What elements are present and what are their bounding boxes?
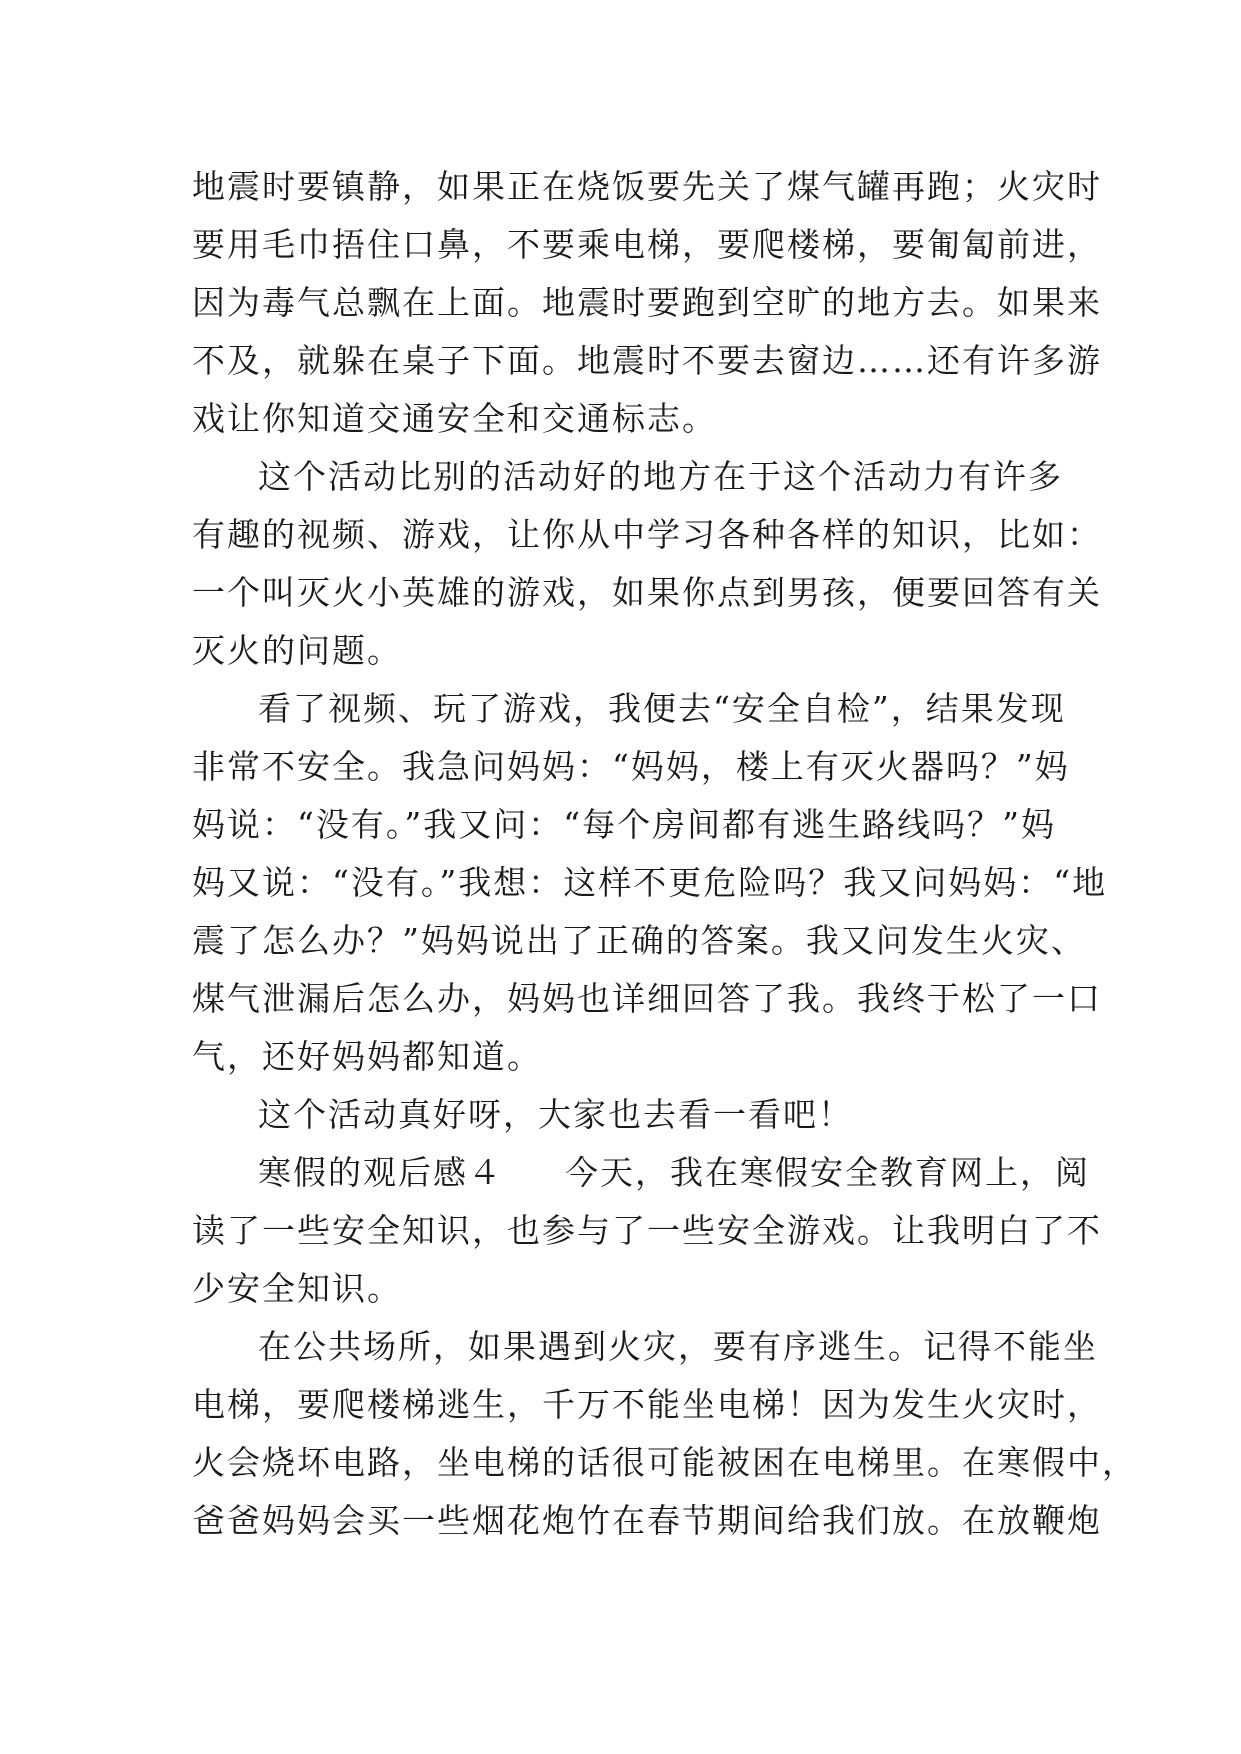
text-line: 火会烧坏电路，坐电梯的话很可能被困在电梯里。在寒假中， xyxy=(192,1443,1137,1482)
section-heading-line xyxy=(192,1144,1090,1202)
text-line: 震了怎么办？”妈妈说出了正确的答案。我又问发生火灾、 xyxy=(192,921,1086,960)
text-line: 非常不安全。我急问妈妈：“妈妈，楼上有灭火器吗？”妈 xyxy=(192,747,1070,786)
section-heading: 寒假的观后感４ xyxy=(258,1153,503,1192)
text-line: 气，还好妈妈都知道。 xyxy=(192,1037,542,1076)
text-line: 煤气泄漏后怎么办，妈妈也详细回答了我。我终于松了一口 xyxy=(192,979,1102,1018)
body-text xyxy=(192,158,1137,1550)
text-line: 一个叫灭火小英雄的游戏，如果你点到男孩，便要回答有关 xyxy=(192,573,1102,612)
paragraph-first-line: 在公共场所，如果遇到火灾，要有序逃生。记得不能坐 xyxy=(258,1327,1098,1366)
text-line: 有趣的视频、游戏，让你从中学习各种各样的知识，比如： xyxy=(192,515,1102,554)
paragraph-first-line: 这个活动真好呀，大家也去看一看吧！ xyxy=(258,1095,853,1134)
text-line: 读了一些安全知识，也参与了一些安全游戏。让我明白了不 xyxy=(192,1211,1102,1250)
text-line: 戏让你知道交通安全和交通标志。 xyxy=(192,399,717,438)
text-line: 因为毒气总飘在上面。地震时要跑到空旷的地方去。如果来 xyxy=(192,283,1102,322)
text-line: 爸爸妈妈会买一些烟花炮竹在春节期间给我们放。在放鞭炮 xyxy=(192,1501,1102,1540)
text-line: 妈说：“没有。”我又问：“每个房间都有逃生路线吗？”妈 xyxy=(192,805,1056,844)
text-line: 妈又说：“没有。”我想：这样不更危险吗？我又问妈妈：“地 xyxy=(192,863,1108,902)
text-line: 地震时要镇静，如果正在烧饭要先关了煤气罐再跑；火灾时 xyxy=(192,167,1102,206)
paragraph-first-line: 看了视频、玩了游戏，我便去“安全自检”，结果发现 xyxy=(258,689,1066,728)
text-line: 电梯，要爬楼梯逃生，千万不能坐电梯！因为发生火灾时， xyxy=(192,1385,1102,1424)
section-opening-text: 今天，我在寒假安全教育网上，阅 xyxy=(565,1153,1090,1192)
text-line: 灭火的问题。 xyxy=(192,631,402,670)
text-line: 要用毛巾捂住口鼻，不要乘电梯，要爬楼梯，要匍匐前进， xyxy=(192,225,1102,264)
paragraph-first-line: 这个活动比别的活动好的地方在于这个活动力有许多 xyxy=(258,457,1063,496)
text-line: 不及，就躲在桌子下面。地震时不要去窗边……还有许多游 xyxy=(192,341,1102,380)
text-line: 少安全知识。 xyxy=(192,1269,402,1308)
